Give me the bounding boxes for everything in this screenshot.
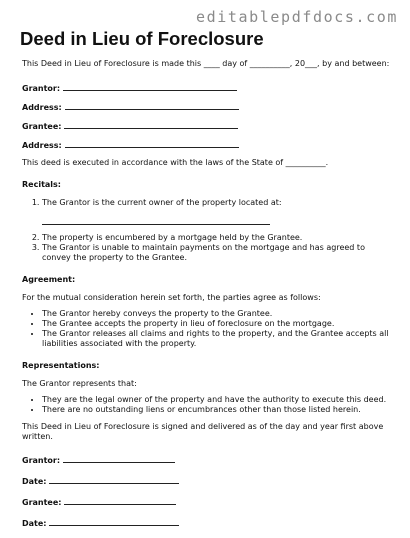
representations-heading: Representations:	[22, 361, 100, 370]
grantor-date-line[interactable]	[49, 475, 179, 484]
grantee-address-line[interactable]	[65, 139, 239, 148]
grantor-address-label: Address:	[22, 103, 62, 112]
grantor-signature-label: Grantor:	[22, 456, 61, 465]
grantee-signature-line[interactable]	[64, 496, 176, 505]
intro-paragraph: This Deed in Lieu of Foreclosure is made this ____ day of __________, 20___, by and between:	[22, 59, 390, 68]
grantor-signature-field	[22, 454, 394, 466]
grantor-date-label: Date:	[22, 477, 47, 486]
grantor-label: Grantor:	[22, 84, 61, 93]
watermark: editablepdfdocs.com	[196, 8, 398, 26]
grantee-address-label: Address:	[22, 141, 62, 150]
grantor-date-field	[22, 475, 394, 487]
grantee-field	[22, 120, 394, 132]
grantee-signature-label: Grantee:	[22, 498, 62, 507]
grantor-line[interactable]	[63, 82, 237, 91]
grantor-address-field	[22, 101, 394, 113]
list-item: • There are no outstanding liens or encumbrances other than those listed herein.	[42, 405, 394, 415]
list-item: 3. The Grantor is unable to maintain payments on the mortgage and has agreed to convey the property to the Grantee.	[42, 243, 394, 263]
recitals-heading: Recitals:	[22, 180, 61, 189]
grantor-address-line[interactable]	[65, 101, 239, 110]
document-title: Deed in Lieu of Foreclosure	[20, 28, 264, 49]
signature-block	[22, 454, 394, 529]
list-item: • They are the legal owner of the property and have the authority to execute this deed.	[42, 395, 394, 405]
document-body	[22, 59, 394, 538]
list-item: • The Grantee accepts the property in lieu of foreclosure on the mortgage.	[42, 319, 394, 329]
grantee-address-field	[22, 139, 394, 151]
representations-list	[22, 395, 394, 415]
agreement-heading: Agreement:	[22, 275, 76, 284]
representations-lead: The Grantor represents that:	[22, 379, 137, 388]
state-clause: This deed is executed in accordance with the laws of the State of __________.	[22, 158, 329, 167]
grantee-signature-field	[22, 496, 394, 508]
grantee-date-line[interactable]	[49, 517, 179, 526]
list-item: • The Grantor releases all claims and rights to the property, and the Grantee accepts all liabilities associated with the property.	[42, 329, 394, 349]
agreement-list	[22, 309, 394, 349]
recitals-list	[22, 198, 394, 263]
closing-paragraph: This Deed in Lieu of Foreclosure is signed and delivered as of the day and year first above written.	[22, 422, 384, 441]
agreement-lead: For the mutual consideration herein set forth, the parties agree as follows:	[22, 293, 321, 302]
property-address-line[interactable]	[42, 214, 270, 225]
grantee-date-label: Date:	[22, 519, 47, 528]
grantee-label: Grantee:	[22, 122, 62, 131]
grantee-line[interactable]	[64, 120, 238, 129]
grantee-date-field	[22, 517, 394, 529]
grantor-field	[22, 82, 394, 94]
grantor-signature-line[interactable]	[63, 454, 175, 463]
list-item: 2. The property is encumbered by a mortgage held by the Grantee.	[42, 233, 394, 243]
list-item: 1. The Grantor is the current owner of the property located at:	[42, 198, 394, 225]
list-item: • The Grantor hereby conveys the property to the Grantee.	[42, 309, 394, 319]
